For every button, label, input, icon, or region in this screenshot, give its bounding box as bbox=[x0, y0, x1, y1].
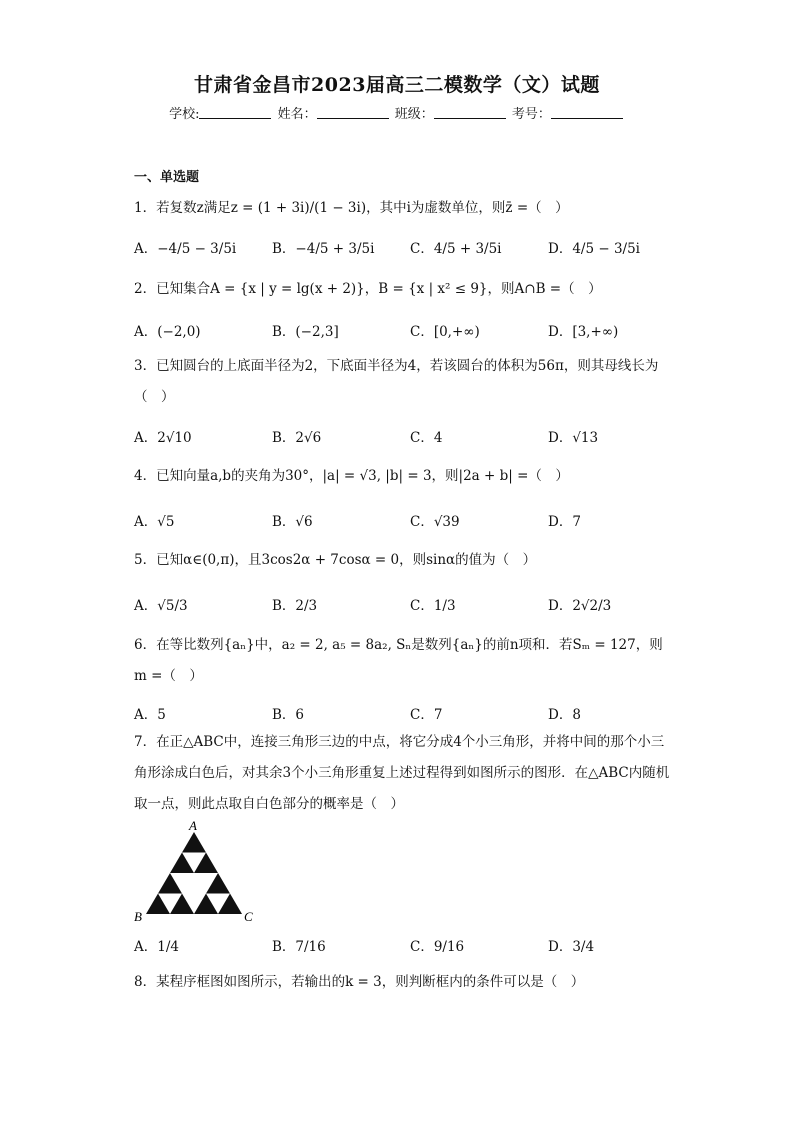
question-2: 2．已知集合A = {x | y = lg(x + 2)}，B = {x | x² ≤ 9}，则A∩B =（ ） bbox=[134, 281, 602, 297]
option-c[interactable]: C．4 bbox=[410, 430, 443, 446]
question-6: 6．在等比数列{aₙ}中，a₂ = 2, a₅ = 8a₂, Sₙ是数列{aₙ}的前n项和．若Sₘ = 127，则m =（ ） bbox=[134, 637, 663, 684]
option-b[interactable]: B．√6 bbox=[272, 514, 313, 530]
option-c[interactable]: C．7 bbox=[410, 707, 443, 723]
question-3: 3．已知圆台的上底面半径为2，下底面半径为4，若该圆台的体积为56π，则其母线长为（ ） bbox=[134, 358, 659, 405]
sierpinski-triangle-figure bbox=[134, 818, 264, 928]
question-5-options bbox=[134, 594, 694, 624]
vertex-label-c: C bbox=[244, 909, 253, 924]
option-a[interactable]: A．2√10 bbox=[134, 430, 192, 446]
question-7-options bbox=[134, 935, 694, 965]
option-c[interactable]: C．9/16 bbox=[410, 939, 465, 955]
option-b[interactable]: B．−4/5 + 3/5i bbox=[272, 241, 375, 257]
exam-number-label: 考号： bbox=[511, 107, 551, 122]
question-4: 4．已知向量a,b的夹角为30°，|a| = √3, |b| = 3，则|2a + b| =（ ） bbox=[134, 468, 569, 484]
option-d[interactable]: D．4/5 − 3/5i bbox=[548, 241, 640, 257]
page-title: 甘肃省金昌市2023届高三二模数学（文）试题 bbox=[194, 74, 600, 96]
section-heading: 一、单选题 bbox=[134, 170, 200, 185]
school-label: 学校: bbox=[169, 107, 200, 122]
option-c[interactable]: C．1/3 bbox=[410, 598, 456, 614]
question-4-options bbox=[134, 510, 694, 540]
option-d[interactable]: D．[3,+∞) bbox=[548, 324, 619, 340]
question-1-options bbox=[134, 237, 694, 267]
class-blank bbox=[434, 106, 506, 119]
question-5: 5．已知α∈(0,π)，且3cos2α + 7cosα = 0，则sinα的值为（ ） bbox=[134, 552, 537, 568]
question-3-options bbox=[134, 426, 694, 456]
school-blank bbox=[199, 106, 271, 119]
option-b[interactable]: B．7/16 bbox=[272, 939, 326, 955]
question-2-options bbox=[134, 320, 694, 350]
option-d[interactable]: D．√13 bbox=[548, 430, 599, 446]
question-1: 1．若复数z满足z = (1 + 3i)/(1 − 3i)，其中i为虚数单位，则z̄ =（ ） bbox=[134, 200, 569, 216]
student-info-line bbox=[0, 103, 794, 122]
option-a[interactable]: A．−4/5 − 3/5i bbox=[134, 241, 237, 257]
option-d[interactable]: D．3/4 bbox=[548, 939, 595, 955]
option-b[interactable]: B．2√6 bbox=[272, 430, 322, 446]
option-d[interactable]: D．2√2/3 bbox=[548, 598, 612, 614]
option-c[interactable]: C．√39 bbox=[410, 514, 460, 530]
name-label: 姓名： bbox=[277, 107, 317, 122]
option-a[interactable]: A．1/4 bbox=[134, 939, 179, 955]
question-7: 7．在正△ABC中，连接三角形三边的中点，将它分成4个小三角形，并将中间的那个小三角形涂成白色后，对其余3个小三角形重复上述过程得到如图所示的图形．在△ABC内随机取一点，则此点取自白色部分的概率是（ ） bbox=[134, 734, 670, 812]
option-a[interactable]: A．√5/3 bbox=[134, 598, 188, 614]
option-b[interactable]: B．6 bbox=[272, 707, 305, 723]
option-d[interactable]: D．8 bbox=[548, 707, 581, 723]
name-blank bbox=[317, 106, 389, 119]
option-a[interactable]: A．(−2,0) bbox=[134, 324, 201, 340]
option-a[interactable]: A．√5 bbox=[134, 514, 175, 530]
option-b[interactable]: B．2/3 bbox=[272, 598, 318, 614]
question-8: 8．某程序框图如图所示，若输出的k = 3，则判断框内的条件可以是（ ） bbox=[134, 974, 585, 990]
exam-number-blank bbox=[551, 106, 623, 119]
option-d[interactable]: D．7 bbox=[548, 514, 581, 530]
option-c[interactable]: C．4/5 + 3/5i bbox=[410, 241, 502, 257]
option-c[interactable]: C．[0,+∞) bbox=[410, 324, 480, 340]
vertex-label-a: A bbox=[189, 818, 197, 833]
vertex-label-b: B bbox=[134, 909, 142, 924]
option-b[interactable]: B．(−2,3] bbox=[272, 324, 339, 340]
option-a[interactable]: A．5 bbox=[134, 707, 166, 723]
class-label: 班级： bbox=[394, 107, 434, 122]
